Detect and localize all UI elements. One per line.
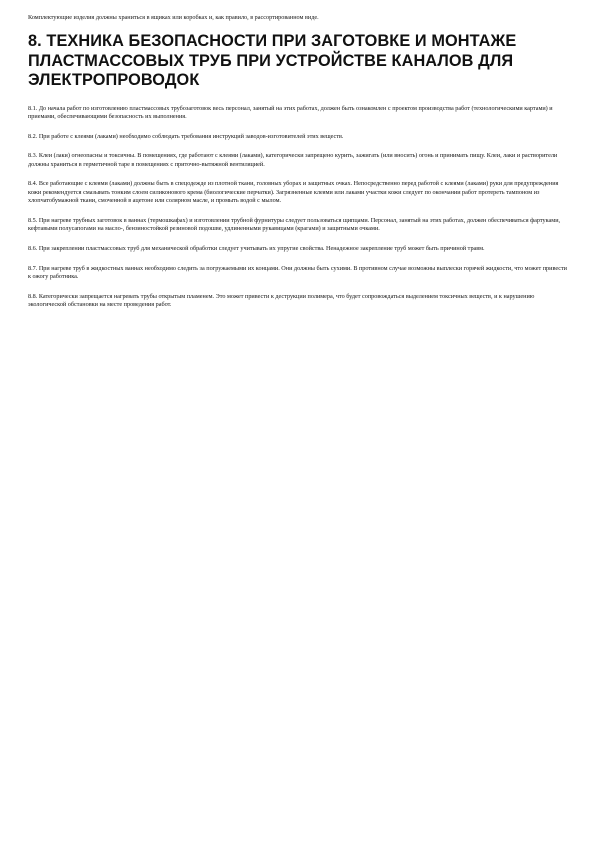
section-title: 8. ТЕХНИКА БЕЗОПАСНОСТИ ПРИ ЗАГОТОВКЕ И МОНТАЖЕ ПЛАСТМАССОВЫХ ТРУБ ПРИ УСТРОЙСТВЕ КАНАЛОВ ДЛЯ ЭЛЕКТРОПРОВОДОК xyxy=(28,32,517,89)
paragraph-8-6: 8.6. При закреплении пластмассовых труб для механической обработки следует учитывать их упругие свойства. Ненадежное закрепление труб может быть причиной травм. xyxy=(28,244,485,252)
paragraph-8-2: 8.2. При работе с клеями (лаками) необходимо соблюдать требования инструкций заводов-изготовителей этих веществ. xyxy=(28,132,344,140)
paragraph-8-7: 8.7. При нагреве труб в жидкостных ваннах необходимо следить за погружаемыми их концами. Они должны быть сухими. В противном случае возможны выплески горячей жидкости, что может привести к ожогу работника. xyxy=(28,264,567,281)
paragraph-8-3: 8.3. Клеи (лаки) огнеопасны и токсичны. В помещениях, где работают с клеями (лаками), категорически запрещено курить, зажигать (или вносить) огонь и принимать пищу. Клеи, лаки и растворители должны храниться в герметичной таре в помещениях с приточно-вытяжной вентиляцией. xyxy=(28,152,558,168)
paragraph-8-4: 8.4. Все работающие с клеями (лаками) должны быть в спецодежде из плотной ткани, головных уборах и защитных очках. Непосредственно перед работой с клеями (лаками) руки для предупреждения кожи рекомендуется смазывать тонким слоем силиконового крема (биологические перчатки). Загрязненные клеями или лаками участки кожи следует по окончании работ протереть тампоном из хлопчатобумажной ткани, смоченной в ацетоне или солярном масле, и промыть водой с мылом. xyxy=(28,180,559,205)
top-note: Комплектующие изделия должны храниться в ящиках или коробках и, как правило, в рассортированном виде. xyxy=(28,14,319,21)
paragraph-8-1: 8.1. До начала работ по изготовлению пластмассовых трубозаготовок весь персонал, занятый на этих работах, должен быть ознакомлен с проектом производства работ (технологическими картами) и приемами, обеспечивающими безопасность их выполнения. xyxy=(28,104,553,120)
paragraph-8-8: 8.8. Категорически запрещается нагревать трубы открытым пламенем. Это может привести к деструкции полимера, что будет сопровождаться выделением токсичных веществ, и к нарушению экологической обстановки на месте проведения работ. xyxy=(28,292,535,309)
paragraph-8-5: 8.5. При нагреве трубных заготовок в ваннах (термошкафах) и изготовлении трубной фурнитуры следует пользоваться щипцами. Персонал, занятый на этих работах, должен обеспечиваться фартуками, кефтавыми полусапогами на масло-, бензиностойкой резиновой подошве, удлиненными рукавицами (крагами) и защитными очками. xyxy=(28,216,561,233)
